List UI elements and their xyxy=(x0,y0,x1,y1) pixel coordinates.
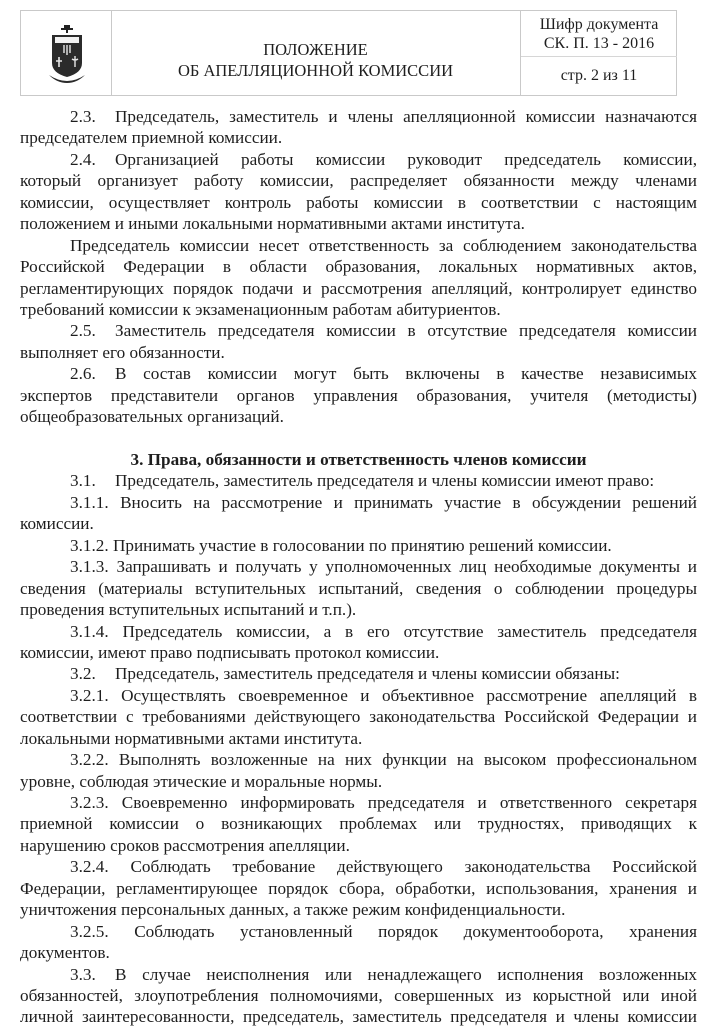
clause-number: 2.4. xyxy=(70,149,96,169)
text-line xyxy=(20,535,697,556)
clause-number: 3.1.4. xyxy=(70,621,109,641)
line-text: Председатель комиссии, а в его отсутствие заместитель председателя xyxy=(122,621,697,641)
line-text: локальными нормативными актами института. xyxy=(20,728,363,748)
clause-number: 2.6. xyxy=(70,364,96,384)
text-line xyxy=(20,685,697,706)
clause-number: 3.1.2. xyxy=(70,535,109,555)
line-text: уничтожения персональных данных, а также режим конфиденциальности. xyxy=(20,900,566,920)
text-line xyxy=(20,856,697,877)
line-text: Осуществлять своевременное и объективное рассмотрение апелляций в xyxy=(121,685,697,705)
document-header xyxy=(20,10,677,96)
line-text: Председатель, заместитель и члены апелляционной комиссии назначаются xyxy=(115,107,697,126)
section-heading xyxy=(20,449,697,470)
line-text: Организацией работы комиссии руководит председатель комиссии, xyxy=(115,149,697,169)
text-line xyxy=(20,192,697,213)
text-line xyxy=(20,921,697,942)
clause-number: 3.2.5. xyxy=(70,921,109,941)
text-line xyxy=(20,235,697,256)
line-text: положением и иными локальными нормативными актами института. xyxy=(20,214,525,234)
line-text: экспертов представители органов управления образования, учителя (методисты) xyxy=(20,385,697,405)
clause-number: 3.1. xyxy=(70,471,96,491)
text-line xyxy=(20,127,697,148)
line-text: комиссии, имеют право подписывать протокол комиссии. xyxy=(20,642,440,662)
text-line xyxy=(20,342,697,363)
text-line xyxy=(20,942,697,963)
document-body xyxy=(20,106,697,1028)
line-text: комиссии, осуществляет контроль работы комиссии в соответствии с настоящим xyxy=(20,192,697,212)
document-title xyxy=(111,11,520,95)
line-text: 3. Права, обязанности и ответственность членов комиссии xyxy=(130,450,587,469)
line-text: Заместитель председателя комиссии в отсутствие председателя комиссии xyxy=(115,321,697,341)
line-text: нарушению сроков рассмотрения апелляции. xyxy=(20,835,350,855)
text-line xyxy=(20,492,697,513)
text-line xyxy=(20,663,697,684)
text-line xyxy=(20,964,697,985)
line-text: В случае неисполнения или ненадлежащего исполнения возложенных xyxy=(115,964,697,984)
text-line xyxy=(20,470,697,491)
line-text: Председатель, заместитель председателя и члены комиссии обязаны: xyxy=(115,664,620,684)
clause-number: 2.5. xyxy=(70,321,96,341)
clause-number: 3.2.3. xyxy=(70,793,109,812)
line-text: соответствии с требованиями действующего законодательства Российской Федерации и xyxy=(20,707,697,727)
text-line xyxy=(20,320,697,341)
clause-number: 3.1.3. xyxy=(70,557,109,577)
line-text: Федерации, регламентирующее порядок сбора, обработки, использования, хранения и xyxy=(20,878,697,898)
clause-number: 3.2.4. xyxy=(70,857,109,877)
text-line xyxy=(20,771,697,792)
text-line xyxy=(20,385,697,406)
line-text: требований комиссии к экзаменационным работам абитуриентов. xyxy=(20,299,501,319)
text-line xyxy=(20,170,697,191)
text-line xyxy=(20,428,697,449)
text-line xyxy=(20,1006,697,1027)
text-line xyxy=(20,106,697,127)
clause-number: 3.2.1. xyxy=(70,685,109,705)
line-text: В состав комиссии могут быть включены в качестве независимых xyxy=(115,364,697,384)
line-text: Председатель комиссии несет ответственность за соблюдением законодательства xyxy=(70,235,697,255)
document-code-cell xyxy=(520,11,677,95)
clause-number: 3.3. xyxy=(70,964,96,984)
title-line-2: ОБ АПЕЛЛЯЦИОННОЙ КОМИССИИ xyxy=(177,61,454,80)
line-text: комиссии. xyxy=(20,514,94,534)
line-text: сведения (материалы вступительных испытаний, сведения о соблюдении процедуры xyxy=(20,578,697,598)
code-label: Шифр документа xyxy=(539,16,659,33)
text-line xyxy=(20,878,697,899)
line-text: Принимать участие в голосовании по принятию решений комиссии. xyxy=(112,535,612,555)
text-line xyxy=(20,749,697,770)
text-line xyxy=(20,578,697,599)
text-line xyxy=(20,363,697,384)
line-text: обязанностей, злоупотребления полномочиями, совершенных из корыстной или иной xyxy=(20,985,697,1005)
line-text: Своевременно информировать председателя и ответственного секретаря xyxy=(121,793,698,812)
text-line xyxy=(20,149,697,170)
clause-number: 3.1.1. xyxy=(70,492,109,512)
page-info: стр. 2 из 11 xyxy=(560,67,638,84)
text-line xyxy=(20,792,697,813)
line-text: приемной комиссии о возникающих проблемах или трудностях, приводящих к xyxy=(20,814,697,834)
line-text: Вносить на рассмотрение и принимать участие в обсуждении решений xyxy=(120,492,697,512)
text-line xyxy=(20,599,697,620)
line-text: который организует работу комиссии, распределяет обязанности между членами xyxy=(20,171,697,191)
text-line xyxy=(20,642,697,663)
text-line xyxy=(20,556,697,577)
text-line xyxy=(20,256,697,277)
line-text: председателем приемной комиссии. xyxy=(20,128,283,148)
line-text: регламентирующих порядок подачи и рассмотрения апелляций, контролирует единство xyxy=(20,278,697,298)
logo-cell xyxy=(21,11,112,95)
text-line xyxy=(20,985,697,1006)
text-line xyxy=(20,706,697,727)
crest-icon xyxy=(47,23,87,87)
line-text: Соблюдать установленный порядок документооборота, хранения xyxy=(134,921,698,941)
line-text: Выполнять возложенные на них функции на высоком профессиональном xyxy=(118,750,697,770)
text-line xyxy=(20,513,697,534)
clause-number: 2.3. xyxy=(70,107,96,126)
document-code xyxy=(521,11,677,57)
line-text: Российской Федерации в области образования, локальных нормативных актов, xyxy=(20,257,697,277)
line-text: выполняет его обязанности. xyxy=(20,342,225,362)
text-line xyxy=(20,899,697,920)
text-line xyxy=(20,621,697,642)
text-line xyxy=(20,406,697,427)
line-text: личной заинтересованности, председатель, заместитель председателя и члены комиссии xyxy=(20,1007,697,1027)
clause-number: 3.2. xyxy=(70,664,96,684)
line-text: Соблюдать требование действующего законодательства Российской xyxy=(130,857,698,877)
line-text: Председатель, заместитель председателя и члены комиссии имеют право: xyxy=(115,471,655,491)
line-text: общеобразовательных организаций. xyxy=(20,407,284,427)
text-line xyxy=(20,299,697,320)
text-line xyxy=(20,728,697,749)
line-text: документов. xyxy=(20,943,110,963)
clause-number: 3.2.2. xyxy=(70,750,109,770)
text-line xyxy=(20,835,697,856)
line-text: Запрашивать и получать у уполномоченных лиц необходимые документы и xyxy=(116,557,697,577)
line-text: проведения вступительных испытаний и т.п.). xyxy=(20,600,357,620)
code-value: СК. П. 13 - 2016 xyxy=(543,35,655,52)
text-line xyxy=(20,213,697,234)
text-line xyxy=(20,278,697,299)
title-line-1: ПОЛОЖЕНИЕ xyxy=(263,40,368,59)
line-text: уровне, соблюдая этические и моральные нормы. xyxy=(20,771,383,791)
text-line xyxy=(20,813,697,834)
